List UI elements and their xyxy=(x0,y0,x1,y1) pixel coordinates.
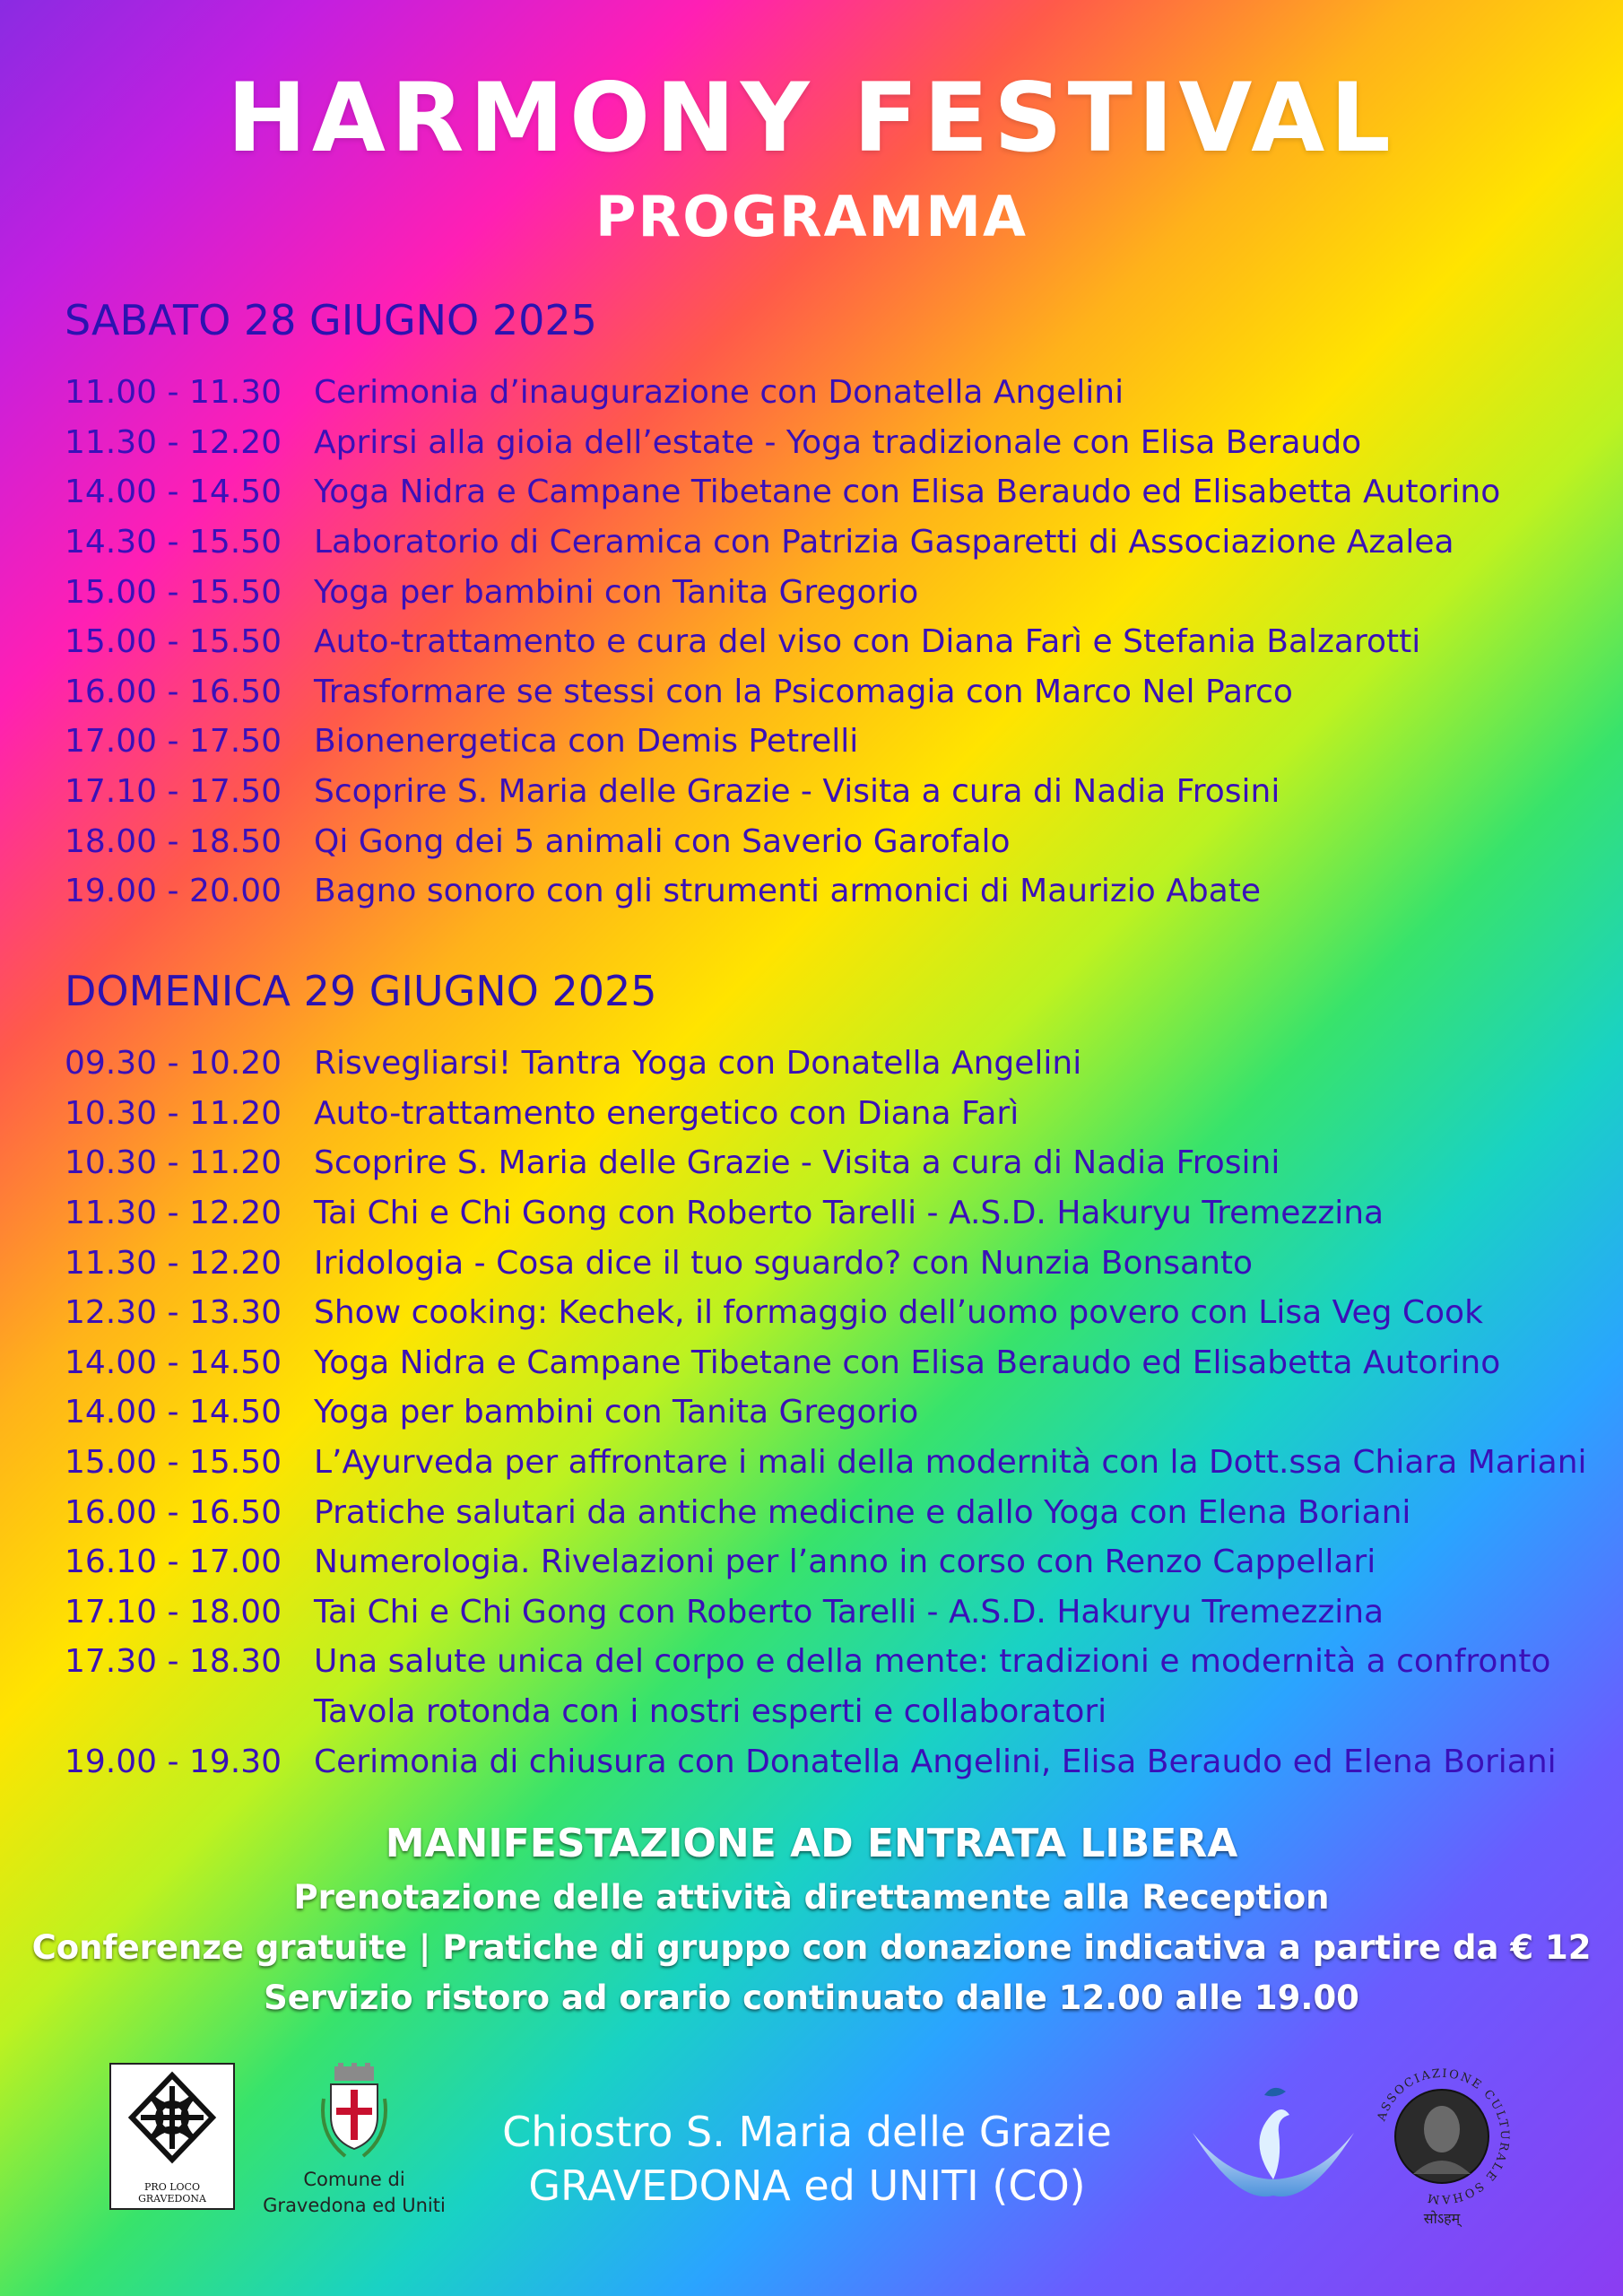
schedule-row xyxy=(65,816,1589,866)
event-activity: Auto-trattamento e cura del viso con Diana Farì e Stefania Balzarotti xyxy=(314,623,1421,661)
event-activity: Iridologia - Cosa dice il tuo sguardo? con Nunzia Bonsanto xyxy=(314,1244,1254,1282)
schedule-row xyxy=(65,1238,1589,1288)
event-activity: Tai Chi e Chi Gong con Roberto Tarelli - A.S.D. Hakuryu Tremezzina xyxy=(314,1593,1384,1631)
event-activity: Yoga Nidra e Campane Tibetane con Elisa Beraudo ed Elisabetta Autorino xyxy=(314,1344,1501,1381)
event-activity: Laboratorio di Ceramica con Patrizia Gasparetti di Associazione Azalea xyxy=(314,524,1454,561)
schedule-row xyxy=(65,1587,1589,1638)
booking-info: Prenotazione delle attività direttamente alla Reception xyxy=(293,1878,1330,1917)
event-time: 15.00 - 15.50 xyxy=(65,623,282,661)
venue-city: GRAVEDONA ed UNITI (CO) xyxy=(528,2161,1086,2210)
schedule-row xyxy=(65,767,1589,817)
food-service-info: Servizio ristoro ad orario continuato dalle 12.00 alle 19.00 xyxy=(264,1979,1359,2017)
schedule-row xyxy=(65,1637,1589,1687)
comune-caption-2: Gravedona ed Uniti xyxy=(263,2195,446,2216)
saturday-schedule xyxy=(65,368,1589,917)
event-activity: Tai Chi e Chi Gong con Roberto Tarelli - A.S.D. Hakuryu Tremezzina xyxy=(314,1195,1384,1232)
venue-name: Chiostro S. Maria delle Grazie xyxy=(502,2108,1112,2156)
schedule-row xyxy=(65,467,1589,517)
event-time: 15.00 - 15.50 xyxy=(65,1444,282,1482)
schedule-row xyxy=(65,1288,1589,1338)
event-time: 16.00 - 16.50 xyxy=(65,1493,282,1531)
event-time: 10.30 - 11.20 xyxy=(65,1094,282,1132)
event-time: 19.00 - 19.30 xyxy=(65,1743,282,1780)
event-time: 14.00 - 14.50 xyxy=(65,474,282,511)
schedule-row xyxy=(65,866,1589,917)
pro-loco-caption: PRO LOCO GRAVEDONA xyxy=(138,2181,206,2205)
event-activity: Qi Gong dei 5 animali con Saverio Garofalo xyxy=(314,822,1011,860)
portrait-seal-icon xyxy=(1370,2065,1514,2208)
event-time: 11.30 - 12.20 xyxy=(65,423,282,461)
event-activity: Cerimonia di chiusura con Donatella Angelini, Elisa Beraudo ed Elena Boriani xyxy=(314,1743,1557,1780)
coat-of-arms-icon xyxy=(318,2063,390,2161)
assoc-ring-text: ASSOCIAZIONE CULTURALE SOHAM xyxy=(1375,2066,1512,2206)
event-activity: L’Ayurveda per affrontare i mali della modernità con la Dott.ssa Chiara Mariani xyxy=(314,1444,1587,1482)
event-time: 15.00 - 15.50 xyxy=(65,573,282,611)
event-time: 11.30 - 12.20 xyxy=(65,1244,282,1282)
schedule-row xyxy=(65,1338,1589,1388)
event-time: 11.30 - 12.20 xyxy=(65,1195,282,1232)
schedule-row xyxy=(65,1039,1589,1089)
festival-title: HARMONY FESTIVAL xyxy=(227,63,1396,173)
schedule-row xyxy=(65,1687,1589,1737)
schedule-row xyxy=(65,617,1589,667)
event-activity: Show cooking: Kechek, il formaggio dell’uomo povero con Lisa Veg Cook xyxy=(314,1294,1483,1332)
schedule-row xyxy=(65,368,1589,418)
schedule-row xyxy=(65,1537,1589,1587)
schedule-row xyxy=(65,517,1589,568)
event-activity: Auto-trattamento energetico con Diana Farì xyxy=(314,1094,1020,1132)
event-activity: Yoga per bambini con Tanita Gregorio xyxy=(314,573,919,611)
schedule-row xyxy=(65,1089,1589,1139)
free-entry-notice: MANIFESTAZIONE AD ENTRATA LIBERA xyxy=(385,1821,1238,1866)
event-time: 17.10 - 17.50 xyxy=(65,773,282,811)
event-time: 12.30 - 13.30 xyxy=(65,1294,282,1332)
event-activity: Scoprire S. Maria delle Grazie - Visita a cura di Nadia Frosini xyxy=(314,773,1280,811)
event-activity: Bagno sonoro con gli strumenti armonici di Maurizio Abate xyxy=(314,873,1262,910)
pricing-info: Conferenze gratuite | Pratiche di gruppo con donazione indicativa a partire da € 12 xyxy=(31,1928,1592,1967)
event-time: 10.30 - 11.20 xyxy=(65,1144,282,1182)
pro-loco-logo xyxy=(109,2063,235,2210)
comune-logo xyxy=(260,2063,448,2224)
event-time: 17.30 - 18.30 xyxy=(65,1643,282,1681)
event-activity: Scoprire S. Maria delle Grazie - Visita a cura di Nadia Frosini xyxy=(314,1144,1280,1182)
event-activity: Yoga per bambini con Tanita Gregorio xyxy=(314,1394,919,1431)
event-time: 14.00 - 14.50 xyxy=(65,1394,282,1431)
sunday-heading: DOMENICA 29 GIUGNO 2025 xyxy=(65,967,657,1015)
event-activity: Pratiche salutari da antiche medicine e dallo Yoga con Elena Boriani xyxy=(314,1493,1411,1531)
swan-logo-icon xyxy=(1184,2079,1363,2213)
schedule-row xyxy=(65,1487,1589,1537)
event-time: 14.00 - 14.50 xyxy=(65,1344,282,1381)
venue-address xyxy=(466,2108,1148,2210)
event-activity: Numerologia. Rivelazioni per l’anno in corso con Renzo Cappellari xyxy=(314,1544,1376,1581)
saturday-heading: SABATO 28 GIUGNO 2025 xyxy=(65,296,597,344)
event-activity: Yoga Nidra e Campane Tibetane con Elisa Beraudo ed Elisabetta Autorino xyxy=(314,474,1501,511)
event-time: 17.00 - 17.50 xyxy=(65,723,282,761)
event-time: 18.00 - 18.50 xyxy=(65,822,282,860)
event-time: 19.00 - 20.00 xyxy=(65,873,282,910)
schedule-row xyxy=(65,1387,1589,1438)
schedule-row xyxy=(65,717,1589,767)
event-activity: Una salute unica del corpo e della mente: tradizioni e modernità a confronto xyxy=(314,1643,1551,1681)
event-activity: Aprirsi alla gioia dell’estate - Yoga tradizionale con Elisa Beraudo xyxy=(314,423,1362,461)
event-activity: Cerimonia d’inaugurazione con Donatella Angelini xyxy=(314,374,1124,412)
schedule-row xyxy=(65,1438,1589,1488)
event-time: 11.00 - 11.30 xyxy=(65,374,282,412)
assoc-caption: सोऽहम् xyxy=(1423,2210,1461,2227)
comune-caption-1: Comune di xyxy=(303,2169,405,2190)
schedule-row xyxy=(65,567,1589,617)
schedule-row xyxy=(65,1188,1589,1239)
program-subtitle: PROGRAMMA xyxy=(595,184,1028,249)
schedule-row xyxy=(65,667,1589,718)
event-activity: Trasformare se stessi con la Psicomagia con Marco Nel Parco xyxy=(314,673,1293,710)
celtic-knot-icon xyxy=(123,2068,221,2176)
event-time: 17.10 - 18.00 xyxy=(65,1593,282,1631)
event-time: 09.30 - 10.20 xyxy=(65,1045,282,1083)
event-activity: Tavola rotonda con i nostri esperti e collaboratori xyxy=(314,1693,1107,1731)
soham-association-logo xyxy=(1370,2065,1514,2244)
schedule-row xyxy=(65,418,1589,468)
event-time: 16.00 - 16.50 xyxy=(65,673,282,710)
sunday-schedule xyxy=(65,1039,1589,1787)
event-time: 16.10 - 17.00 xyxy=(65,1544,282,1581)
event-activity: Risvegliarsi! Tantra Yoga con Donatella Angelini xyxy=(314,1045,1082,1083)
schedule-row xyxy=(65,1736,1589,1787)
event-time: 14.30 - 15.50 xyxy=(65,524,282,561)
event-activity: Bionenergetica con Demis Petrelli xyxy=(314,723,859,761)
schedule-row xyxy=(65,1138,1589,1188)
